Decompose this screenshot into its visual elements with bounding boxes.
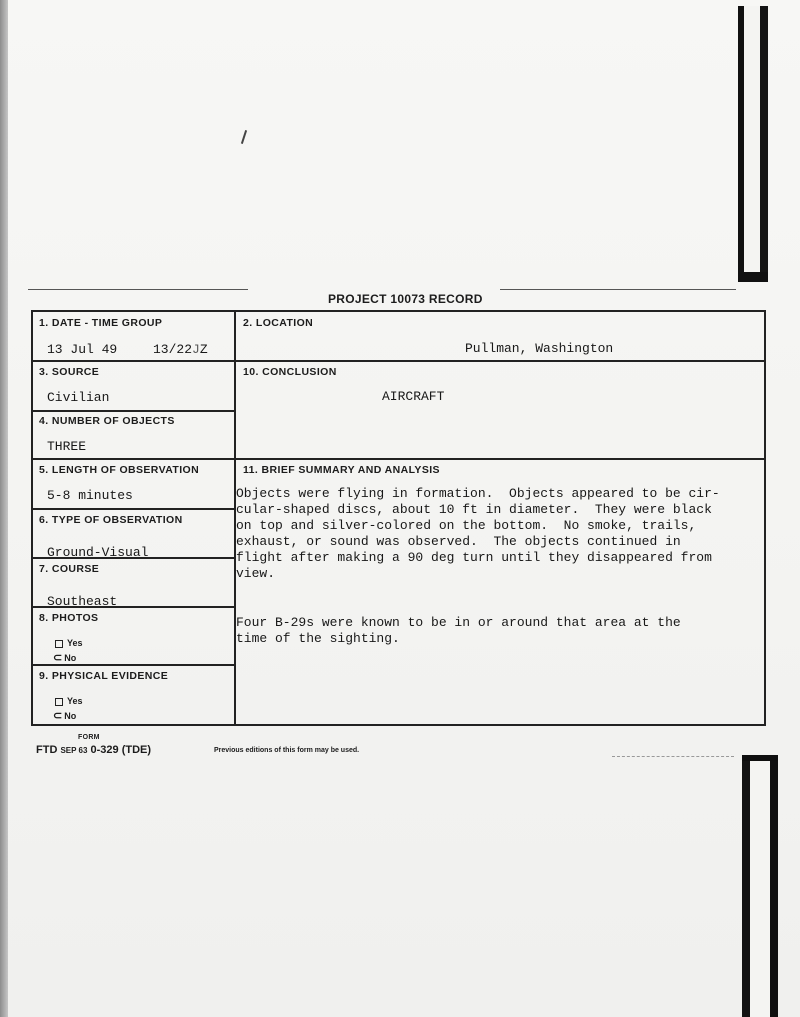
top-rule-left <box>28 289 248 290</box>
source-label: 3. SOURCE <box>39 366 100 378</box>
form-identifier <box>36 744 151 756</box>
type-of-observation-value: Ground-Visual <box>47 545 149 560</box>
form-date: SEP 63 <box>60 746 88 755</box>
form-suffix: (TDE) <box>121 744 152 756</box>
course-value: Southeast <box>47 594 118 609</box>
top-rule-right <box>500 289 736 290</box>
scan-binding-bar-top <box>738 6 768 282</box>
length-of-observation-value: 5-8 minutes <box>47 488 133 503</box>
source-value: Civilian <box>47 390 110 405</box>
checkbox-empty-icon <box>55 698 63 706</box>
previous-editions-notice: Previous editions of this form may be used. <box>214 747 360 754</box>
type-of-observation-label: 6. TYPE OF OBSERVATION <box>39 514 183 526</box>
summary-paragraph-1: Objects were flying in formation. Objects appeared to be cir- cular-shaped discs, about 10 ft in diameter. They were black on top and silver-colored on the bottom. No smoke, trails, exhaust, or sound was observed. The objects continued in flight after making a 90 deg turn until they disappeared from view. <box>236 486 720 581</box>
check-mark-icon: ⊂ <box>53 652 63 664</box>
location-value: Pullman, Washington <box>465 341 614 356</box>
conclusion-value: AIRCRAFT <box>382 389 445 404</box>
footer-dash-rule <box>612 756 734 757</box>
row-divider-7 <box>33 664 234 666</box>
time-value: 13/22​JZ <box>153 342 208 357</box>
date-time-label: 1. DATE - TIME GROUP <box>39 317 163 329</box>
scan-binding-bar-bottom <box>742 755 778 1017</box>
row-divider-3 <box>33 458 764 460</box>
length-of-observation-label: 5. LENGTH OF OBSERVATION <box>39 464 200 476</box>
row-divider-4 <box>33 508 234 510</box>
record-form <box>31 310 766 726</box>
course-label: 7. COURSE <box>39 563 100 575</box>
photos-label: 8. PHOTOS <box>39 612 99 624</box>
conclusion-label: 10. CONCLUSION <box>243 366 337 378</box>
number-of-objects-label: 4. NUMBER OF OBJECTS <box>39 415 175 427</box>
form-word: FORM <box>78 734 100 741</box>
row-divider-1 <box>33 360 764 362</box>
record-title: PROJECT 10073 RECORD <box>328 292 483 306</box>
number-of-objects-value: THREE <box>47 439 87 454</box>
date-value: 13 Jul 49 <box>47 342 118 357</box>
physical-evidence-no-option: ⊂ No <box>53 710 77 722</box>
physical-evidence-yes-option: Yes <box>55 696 83 706</box>
location-label: 2. LOCATION <box>243 317 314 329</box>
check-mark-icon: ⊂ <box>53 710 63 722</box>
row-divider-2 <box>33 410 234 412</box>
physical-evidence-label: 9. PHYSICAL EVIDENCE <box>39 670 169 682</box>
form-id: FTD <box>36 744 58 756</box>
photos-yes-option: Yes <box>55 638 83 648</box>
summary-label: 11. BRIEF SUMMARY AND ANALYSIS <box>243 464 440 476</box>
form-number: 0-329 <box>90 744 119 756</box>
summary-paragraph-2: Four B-29s were known to be in or around that area at the time of the sighting. <box>236 615 681 646</box>
checkbox-empty-icon <box>55 640 63 648</box>
photos-no-option: ⊂ No <box>53 652 77 664</box>
